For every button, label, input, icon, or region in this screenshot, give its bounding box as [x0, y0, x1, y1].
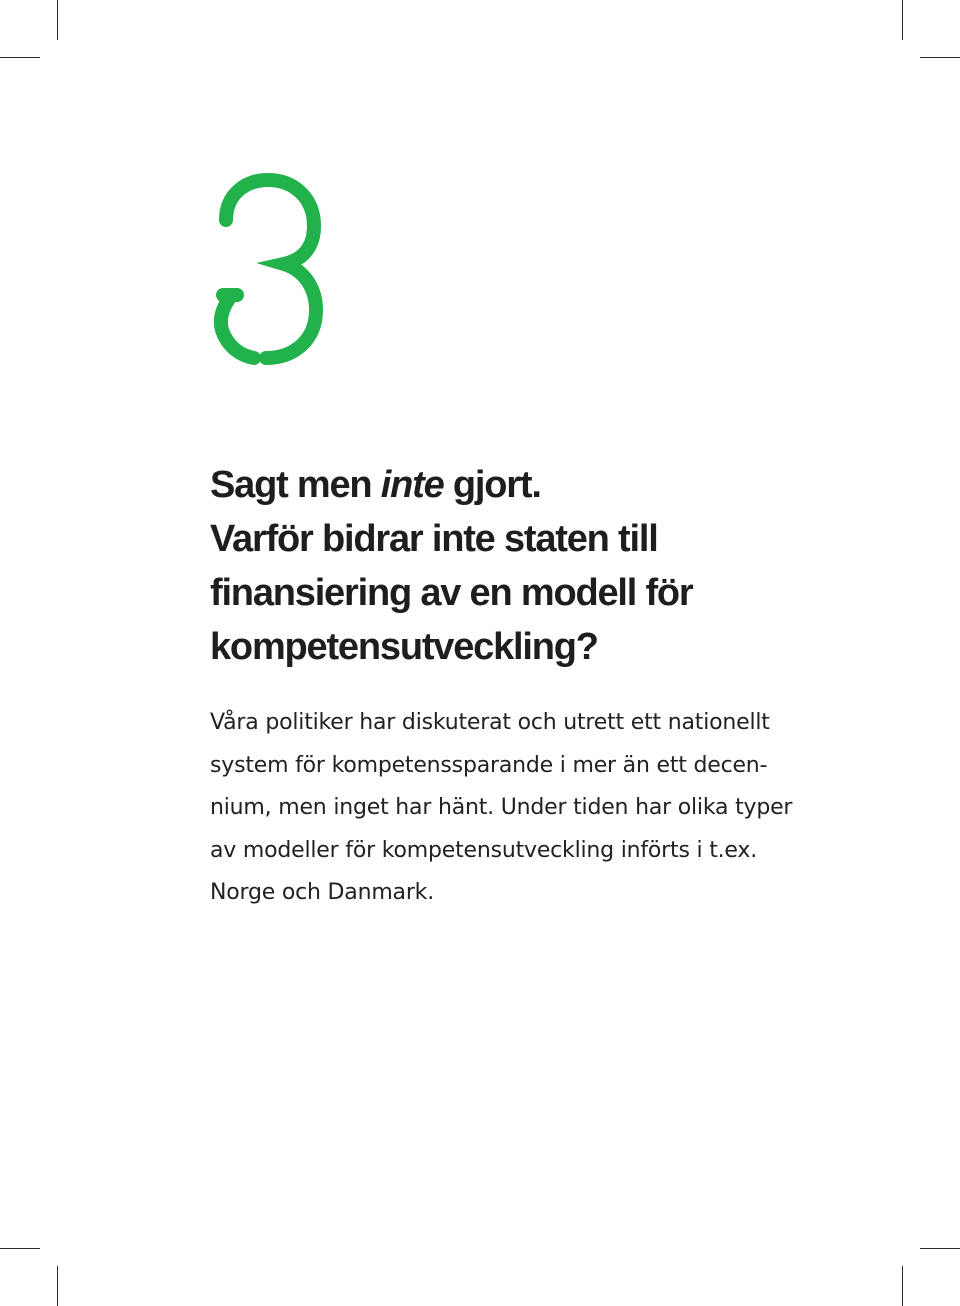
- body-line: nium, men inget har hänt. Under tiden har olika typer: [210, 795, 793, 820]
- body-line: av modeller för kompetensutveckling införts i t.ex.: [210, 837, 757, 863]
- chapter-heading: [210, 458, 830, 674]
- heading-text-start: Sagt men: [210, 464, 381, 506]
- body-line: Norge och Danmark.: [210, 880, 435, 905]
- crop-mark-top-left-horizontal: [0, 57, 40, 58]
- crop-mark-top-right-vertical: [902, 0, 903, 40]
- crop-mark-top-right-horizontal: [920, 57, 960, 58]
- heading-emphasis: inte: [380, 464, 444, 506]
- crop-mark-bottom-right-vertical: [902, 1266, 903, 1306]
- crop-mark-bottom-right-horizontal: [920, 1248, 960, 1249]
- body-line: system för kompetenssparande i mer än ett decen-: [210, 752, 768, 778]
- chapter-number-three: [200, 168, 340, 368]
- heading-line-2: Varför bidrar inte staten till: [210, 518, 658, 560]
- numeral-main-stroke: [226, 180, 316, 358]
- crop-mark-bottom-left-vertical: [57, 1266, 58, 1306]
- chapter-number-strokes: [221, 180, 316, 358]
- crop-mark-top-left-vertical: [57, 0, 58, 40]
- heading-line-1: [210, 464, 541, 506]
- body-line: Våra politiker har diskuterat och utrett ett nationellt: [210, 710, 770, 735]
- heading-line-4: kompetensutveckling?: [210, 626, 598, 668]
- body-paragraph: [210, 702, 850, 915]
- numeral-tail-stroke: [221, 296, 254, 358]
- heading-line-3: finansiering av en modell för: [210, 572, 693, 614]
- heading-text-end: gjort.: [443, 464, 541, 506]
- crop-mark-bottom-left-horizontal: [0, 1248, 40, 1249]
